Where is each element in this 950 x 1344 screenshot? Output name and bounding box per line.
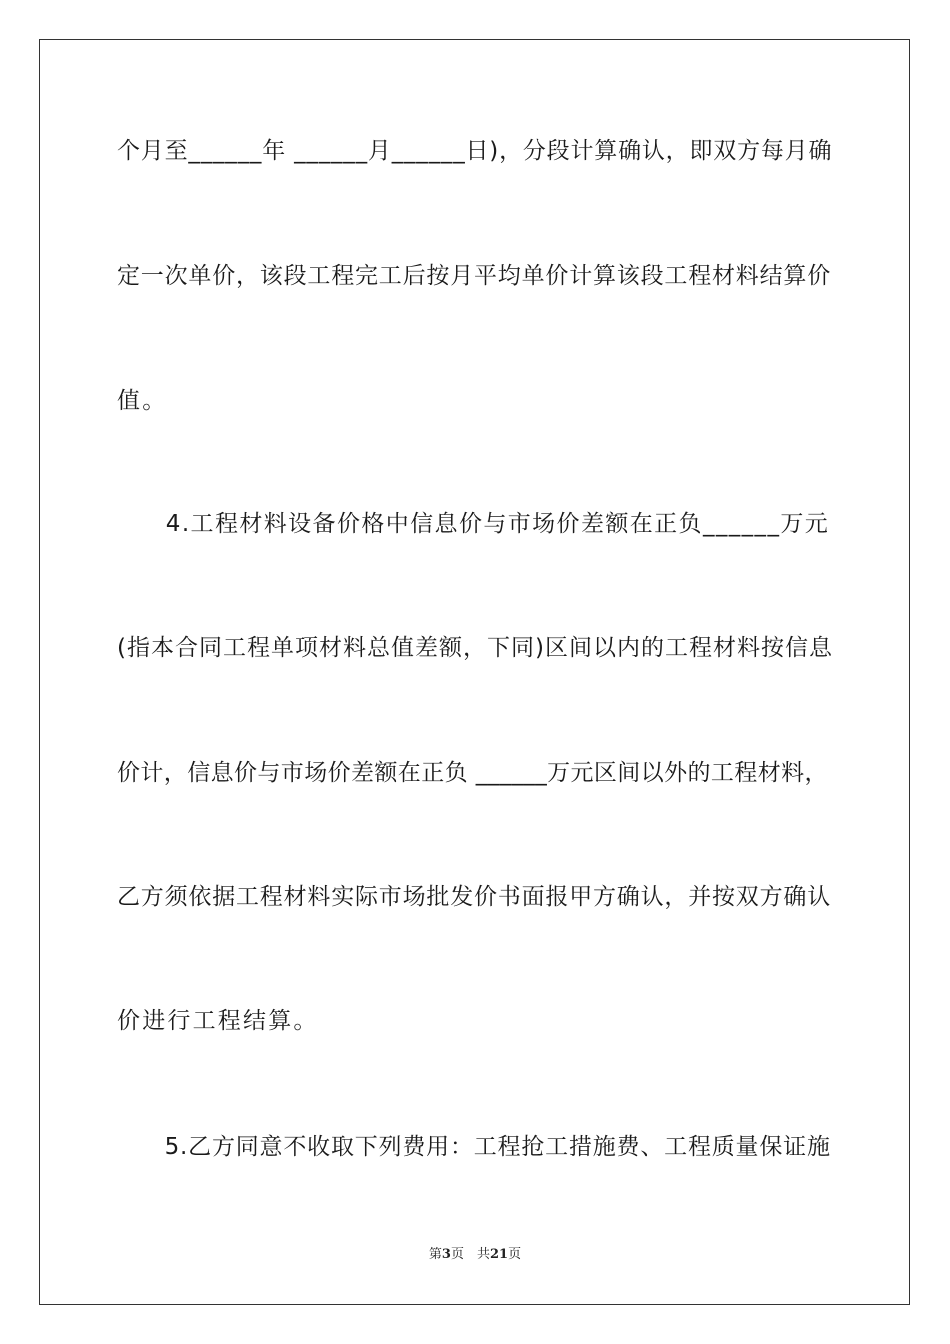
body-line: 定一次单价，该段工程完工后按月平均单价计算该段工程材料结算价	[117, 263, 831, 289]
page-border	[39, 39, 910, 1305]
page-footer	[0, 1246, 950, 1264]
footer-total-pages: 21	[489, 1247, 509, 1262]
body-line: 价进行工程结算。	[117, 1008, 319, 1034]
body-line: 个月至______年 ______月______日)，分段计算确认，即双方每月确	[117, 138, 833, 164]
footer-prefix: 第	[428, 1247, 442, 1262]
body-line: 值。	[117, 388, 168, 414]
body-line: 乙方须依据工程材料实际市场批发价书面报甲方确认，并按双方确认	[117, 884, 831, 910]
body-line: 5.乙方同意不收取下列费用：工程抢工措施费、工程质量保证施	[117, 1134, 831, 1160]
footer-page-number: 3	[441, 1247, 451, 1262]
footer-suffix: 页	[508, 1247, 522, 1262]
body-line: (指本合同工程单项材料总值差额，下同)区间以内的工程材料按信息	[117, 635, 833, 661]
footer-mid: 页 共	[450, 1247, 490, 1262]
body-line: 价计，信息价与市场价差额在正负 ______万元区间以外的工程材料，	[117, 760, 828, 786]
body-line: 4.工程材料设备价格中信息价与市场价差额在正负______万元	[117, 511, 830, 537]
